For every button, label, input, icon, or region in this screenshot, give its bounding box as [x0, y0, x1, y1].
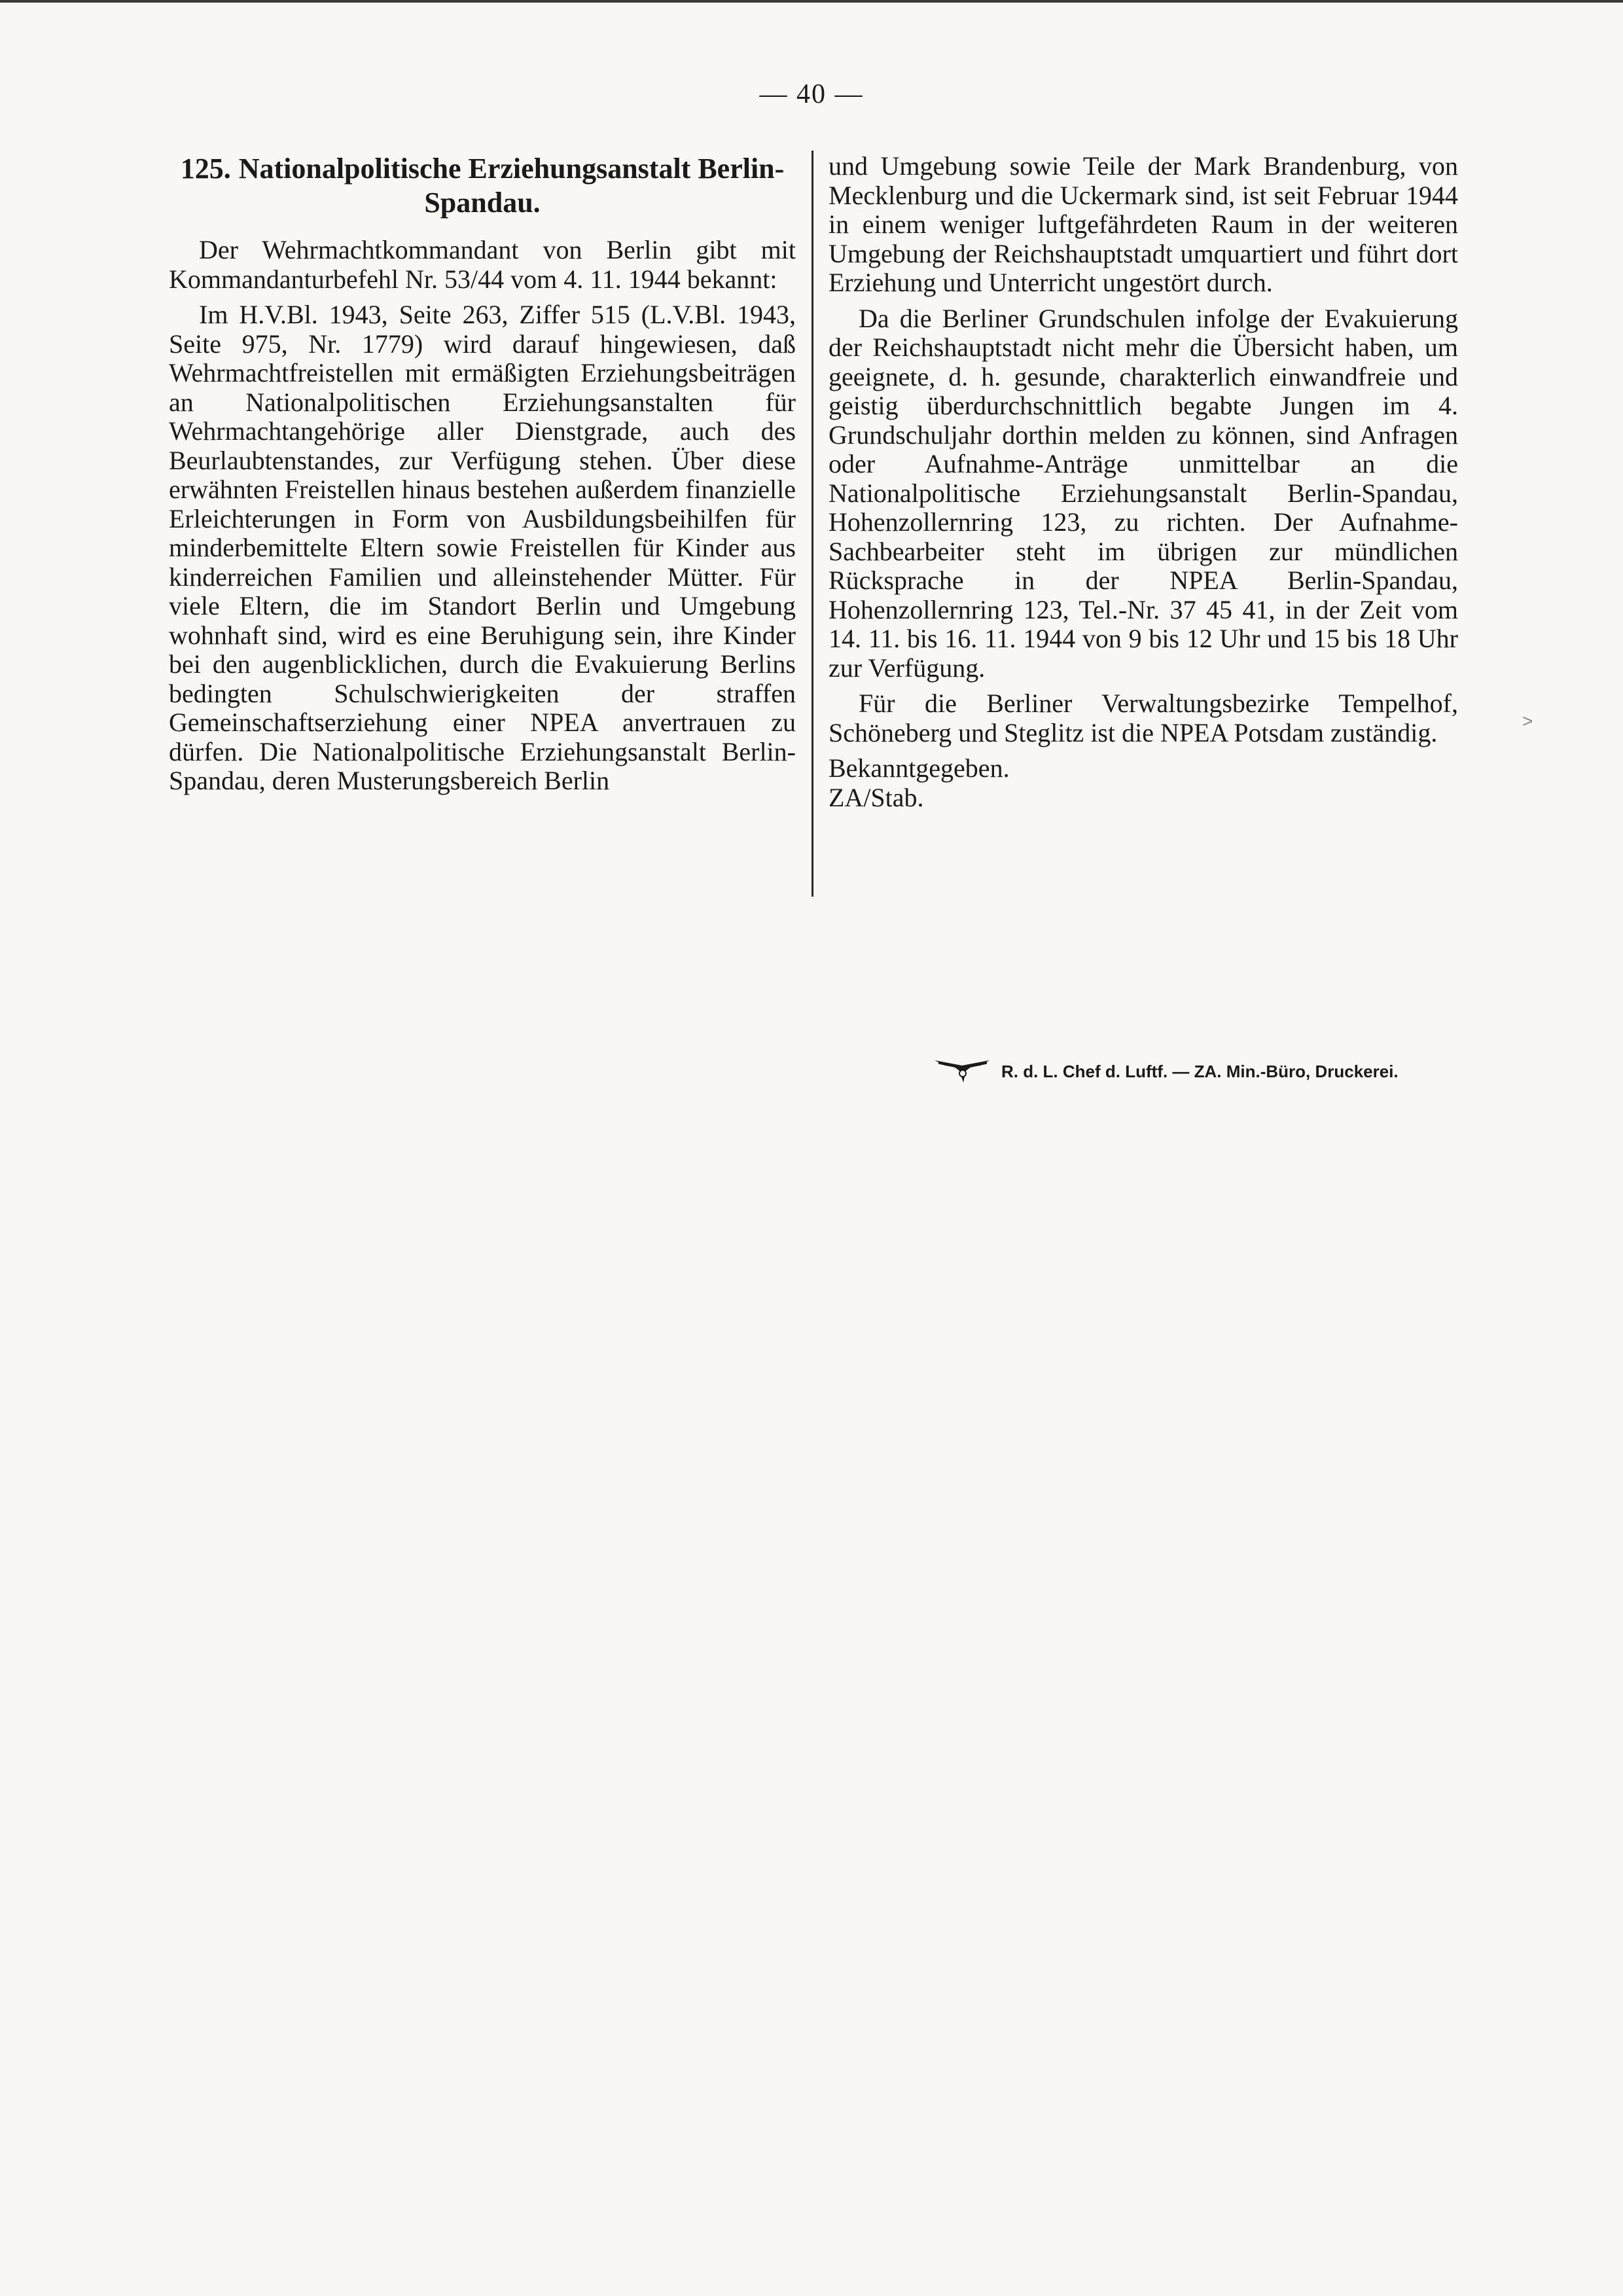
- article-heading: [169, 152, 796, 220]
- right-column: [829, 152, 1458, 812]
- article-title: Nationalpolitische Erziehungsanstalt Berlin-Spandau.: [238, 152, 785, 219]
- intro-paragraph: Der Wehrmachtkommandant von Berlin gibt mit Kommandanturbefehl Nr. 53/44 vom 4. 11. 1944 bekannt:: [169, 235, 796, 294]
- announced-line: Bekanntgegeben.: [829, 753, 1010, 783]
- continuation-paragraph: und Umgebung sowie Teile der Mark Brandenburg, von Mecklenburg und die Uckermark sind, ist seit Februar 1944 in einem weniger luftgefährdeten Raum in der weiteren Umgebung der Reichshauptstadt umquartiert und führt dort Erziehung und Unterricht ungestört durch.: [829, 151, 1458, 297]
- top-edge-rule: [0, 0, 1623, 3]
- page-number: — 40 —: [759, 79, 864, 109]
- potsdam-paragraph: Für die Berliner Verwaltungsbezirke Tempelhof, Schöneberg und Steglitz ist die NPEA Potsdam zuständig.: [829, 689, 1458, 747]
- article-number: 125.: [180, 152, 231, 185]
- left-column: [169, 152, 796, 802]
- signature-line: ZA/Stab.: [829, 782, 924, 812]
- column-divider: [812, 151, 813, 897]
- admission-paragraph: Da die Berliner Grundschulen infolge der Evakuierung der Reichshauptstadt nicht mehr die Übersicht haben, um geeignete, d. h. gesunde, charakterlich einwandfreie und geistig überdurchschnittlich begabte Jungen im 4. Grundschuljahr dorthin melden zu können, sind Anfragen oder Aufnahme-Anträge unmittelbar an die Nationalpolitische Erziehungsanstalt Berlin-Spandau, Hohenzollernring 123, zu richten. Der Aufnahme-Sachbearbeiter steht im übrigen zur mündlichen Rücksprache in der NPEA Berlin-Spandau, Hohenzollernring 123, Tel.-Nr. 37 45 41, in der Zeit vom 14. 11. bis 16. 11. 1944 von 9 bis 12 Uhr und 15 bis 18 Uhr zur Verfügung.: [829, 303, 1458, 683]
- printer-footer: [933, 1054, 1470, 1089]
- eagle-emblem-icon: [933, 1056, 992, 1086]
- margin-arrow-mark: >: [1522, 711, 1533, 731]
- body-paragraph: Im H.V.Bl. 1943, Seite 263, Ziffer 515 (L.V.Bl. 1943, Seite 975, Nr. 1779) wird darauf hingewiesen, daß Wehrmachtfreistellen mit ermäßigten Erziehungsbeiträgen an Nationalpolitischen Erziehungsanstalten für Wehrmachtangehörige aller Dienstgrade, auch des Beurlaubtenstandes, zur Verfügung stehen. Über diese erwähnten Freistellen hinaus bestehen außerdem finanzielle Erleichterungen in Form von Ausbildungsbeihilfen für minderbemittelte Eltern sowie Freistellen für Kinder aus kinderreichen Familien und alleinstehender Mütter. Für viele Eltern, die im Standort Berlin und Umgebung wohnhaft sind, wird es eine Beruhigung sein, ihre Kinder bei den augenblicklichen, durch die Evakuierung Berlins bedingten Schulschwierigkeiten der straffen Gemeinschaftserziehung einer NPEA anvertrauen zu dürfen. Die Nationalpolitische Erziehungsanstalt Berlin-Spandau, deren Musterungsbereich Berlin: [169, 300, 796, 795]
- footer-text: R. d. L. Chef d. Luftf. — ZA. Min.-Büro, Druckerei.: [1001, 1061, 1399, 1081]
